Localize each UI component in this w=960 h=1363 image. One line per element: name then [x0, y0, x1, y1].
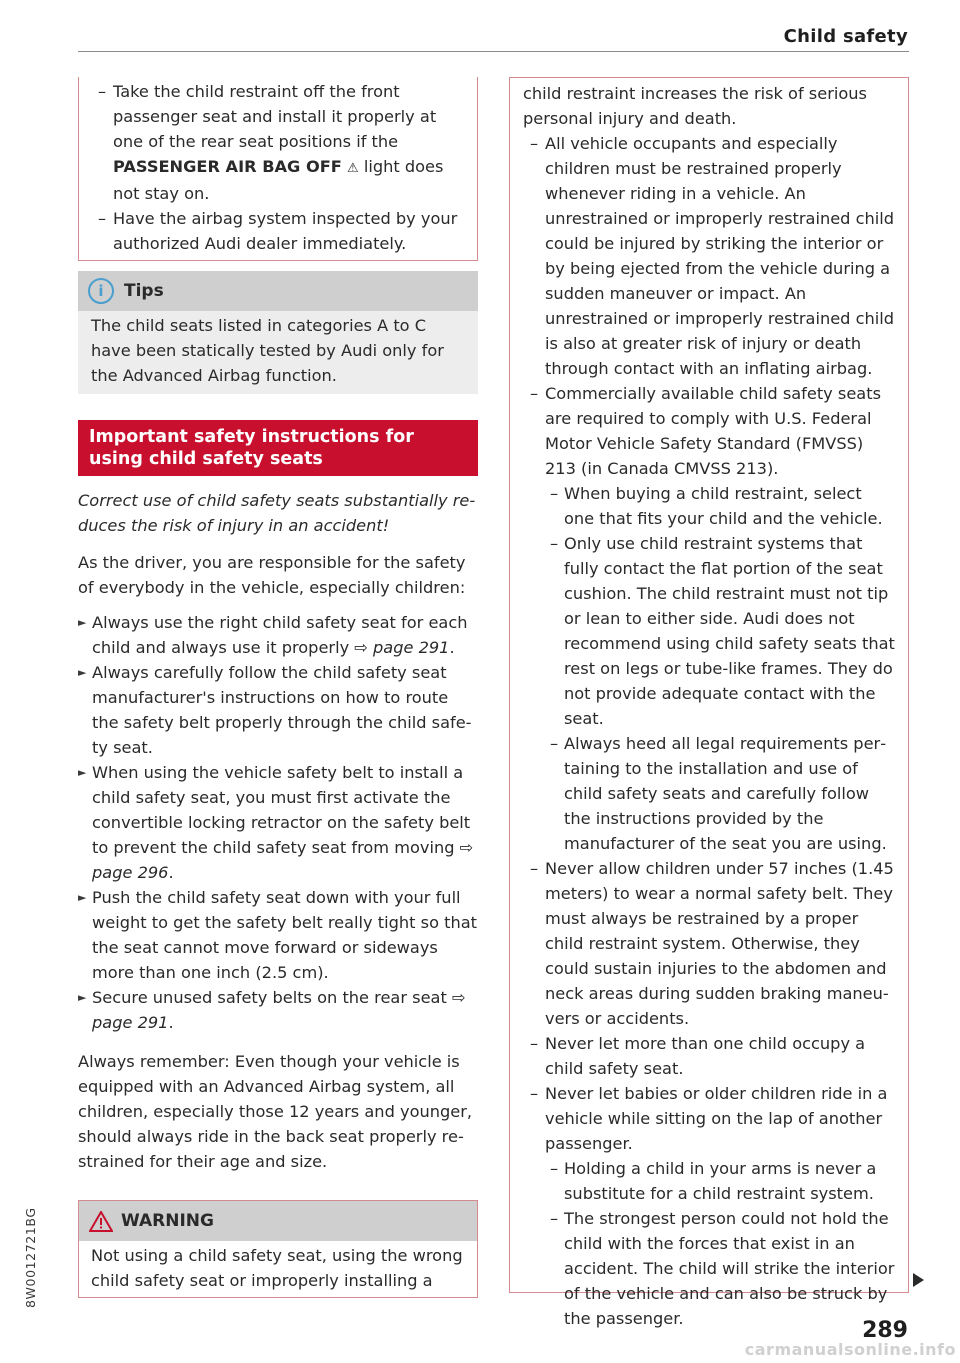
instruction-item: ► Always carefully follow the child safety seat manufacturer's instructions on how to route the safety belt properly through the child safety seat. — [78, 660, 478, 760]
warning-list-item: – Commercially available child safety seats are required to comply with U.S. Federal Motor Vehicle Safety Standard (FMVSS) 213 (in Canada CMVSS 213). — [523, 381, 896, 481]
header-rule — [78, 51, 909, 52]
paragraph: As the driver, you are responsible for the safety of everybody in the vehicle, especially children: — [78, 553, 466, 597]
instruction-list — [78, 610, 478, 1035]
section-heading: Important safety instructions for using child safety seats — [78, 420, 478, 476]
warning-list-item: – All vehicle occupants and especially children must be restrained properly whenever riding in a vehicle. An unrestrained or improperly restrained child could be injured by striking the interior or by being ejected from the vehicle during a sudden maneuver or impact. An unrestrained or improperly restrained child is also at greater risk of injury or death through contact with an inflating airbag. — [523, 131, 896, 381]
right-column — [509, 77, 909, 1328]
left-column — [78, 77, 478, 1298]
paragraph: Always remember: Even though your vehicle is equipped with an Advanced Airbag system, all children, especially those 12 years and younger, should always ride in the back seat properly restrained for their age and size. — [78, 1052, 473, 1171]
section-title: Child safety — [783, 26, 908, 47]
page-reference-link[interactable]: ⇨ page 291 — [354, 638, 450, 657]
instruction-item: ► Secure unused safety belts on the rear seat ⇨ page 291. — [78, 985, 478, 1035]
warning-list-item: – Have the airbag system inspected by your authorized Audi dealer immediately. — [91, 206, 465, 256]
warning-title: WARNING — [121, 1211, 214, 1231]
warning-sub-item: – The strongest person could not hold the child with the forces that exist in an accident. The child will strike the interior of the vehicle and can also be struck by the passenger. — [523, 1206, 896, 1331]
warning-sub-item: – Holding a child in your arms is never a substitute for a child restraint system. — [523, 1156, 896, 1206]
warning-header — [78, 1200, 478, 1241]
tips-body: The child seats listed in categories A to C have been statically tested by Audi only for the Advanced Airbag function. — [78, 311, 478, 394]
instruction-item: ► Push the child safety seat down with your full weight to get the safety belt really tight so that the seat cannot move forward or sideways more than one inch (2.5 cm). — [78, 885, 478, 985]
page-reference-link[interactable]: ⇨ page 291 — [92, 988, 466, 1032]
warning-continuation-text: child restraint increases the risk of serious personal injury and death. — [523, 84, 867, 128]
tips-title: Tips — [124, 281, 164, 301]
warning-list-item: – Never let babies or older children ride in a vehicle while sitting on the lap of another passenger. — [523, 1081, 896, 1156]
warning-continuation-box — [509, 77, 909, 1328]
warning-list-item: – Take the child restraint off the front passenger seat and install it properly at one of the rear seat positions if the PASSENGER AIR BAG OFF ⚠ light does not stay on. — [91, 79, 465, 206]
instruction-item: ► Always use the right child safety seat for each child and always use it properly ⇨ page 291. — [78, 610, 478, 660]
page-reference-link[interactable]: ⇨ page 296 — [92, 838, 474, 882]
warning-sub-item: – When buying a child restraint, select one that fits your child and the vehicle. — [523, 481, 896, 531]
warning-list-item: – Never let more than one child occupy a child safety seat. — [523, 1031, 896, 1081]
warning-sub-item: – Always heed all legal requirements pertaining to the installation and use of child safety seats and carefully follow the instructions provided by the manufacturer of the seat you are using. — [523, 731, 896, 856]
info-icon: i — [88, 278, 114, 304]
warning-sub-item: – Only use child restraint systems that fully contact the flat portion of the seat cushion. The child restraint must not tip or lean to either side. Audi does not recommend using child safety seats that rest on legs or tube-like frames. They do not provide adequate contact with the seat. — [523, 531, 896, 731]
warning-continuation-box — [78, 77, 478, 261]
passenger-airbag-off-label: PASSENGER AIR BAG OFF — [113, 157, 342, 176]
continue-arrow-icon — [913, 1273, 924, 1287]
warning-body: Not using a child safety seat, using the wrong child safety seat or improperly installing a — [78, 1241, 478, 1298]
warning-triangle-icon — [89, 1211, 113, 1232]
document-code: 8W0012721BG — [23, 1207, 38, 1308]
warning-list-item: – Never allow children under 57 inches (1.45 meters) to wear a normal safety belt. They must always be restrained by a proper child restraint system. Otherwise, they could sustain injuries to the abdomen and neck areas during sudden braking maneuvers or accidents. — [523, 856, 896, 1031]
watermark: carmanualsonline.info — [744, 1340, 956, 1359]
intro-text: Correct use of child safety seats substantially reduces the risk of injury in an accident! — [78, 491, 476, 535]
tips-header — [78, 271, 478, 311]
airbag-off-icon: ⚠ — [347, 161, 359, 176]
page-number: 289 — [862, 1318, 908, 1343]
instruction-item: ► When using the vehicle safety belt to install a child safety seat, you must first activate the convertible locking retractor on the safety belt to prevent the child safety seat from moving ⇨ page 296. — [78, 760, 478, 885]
